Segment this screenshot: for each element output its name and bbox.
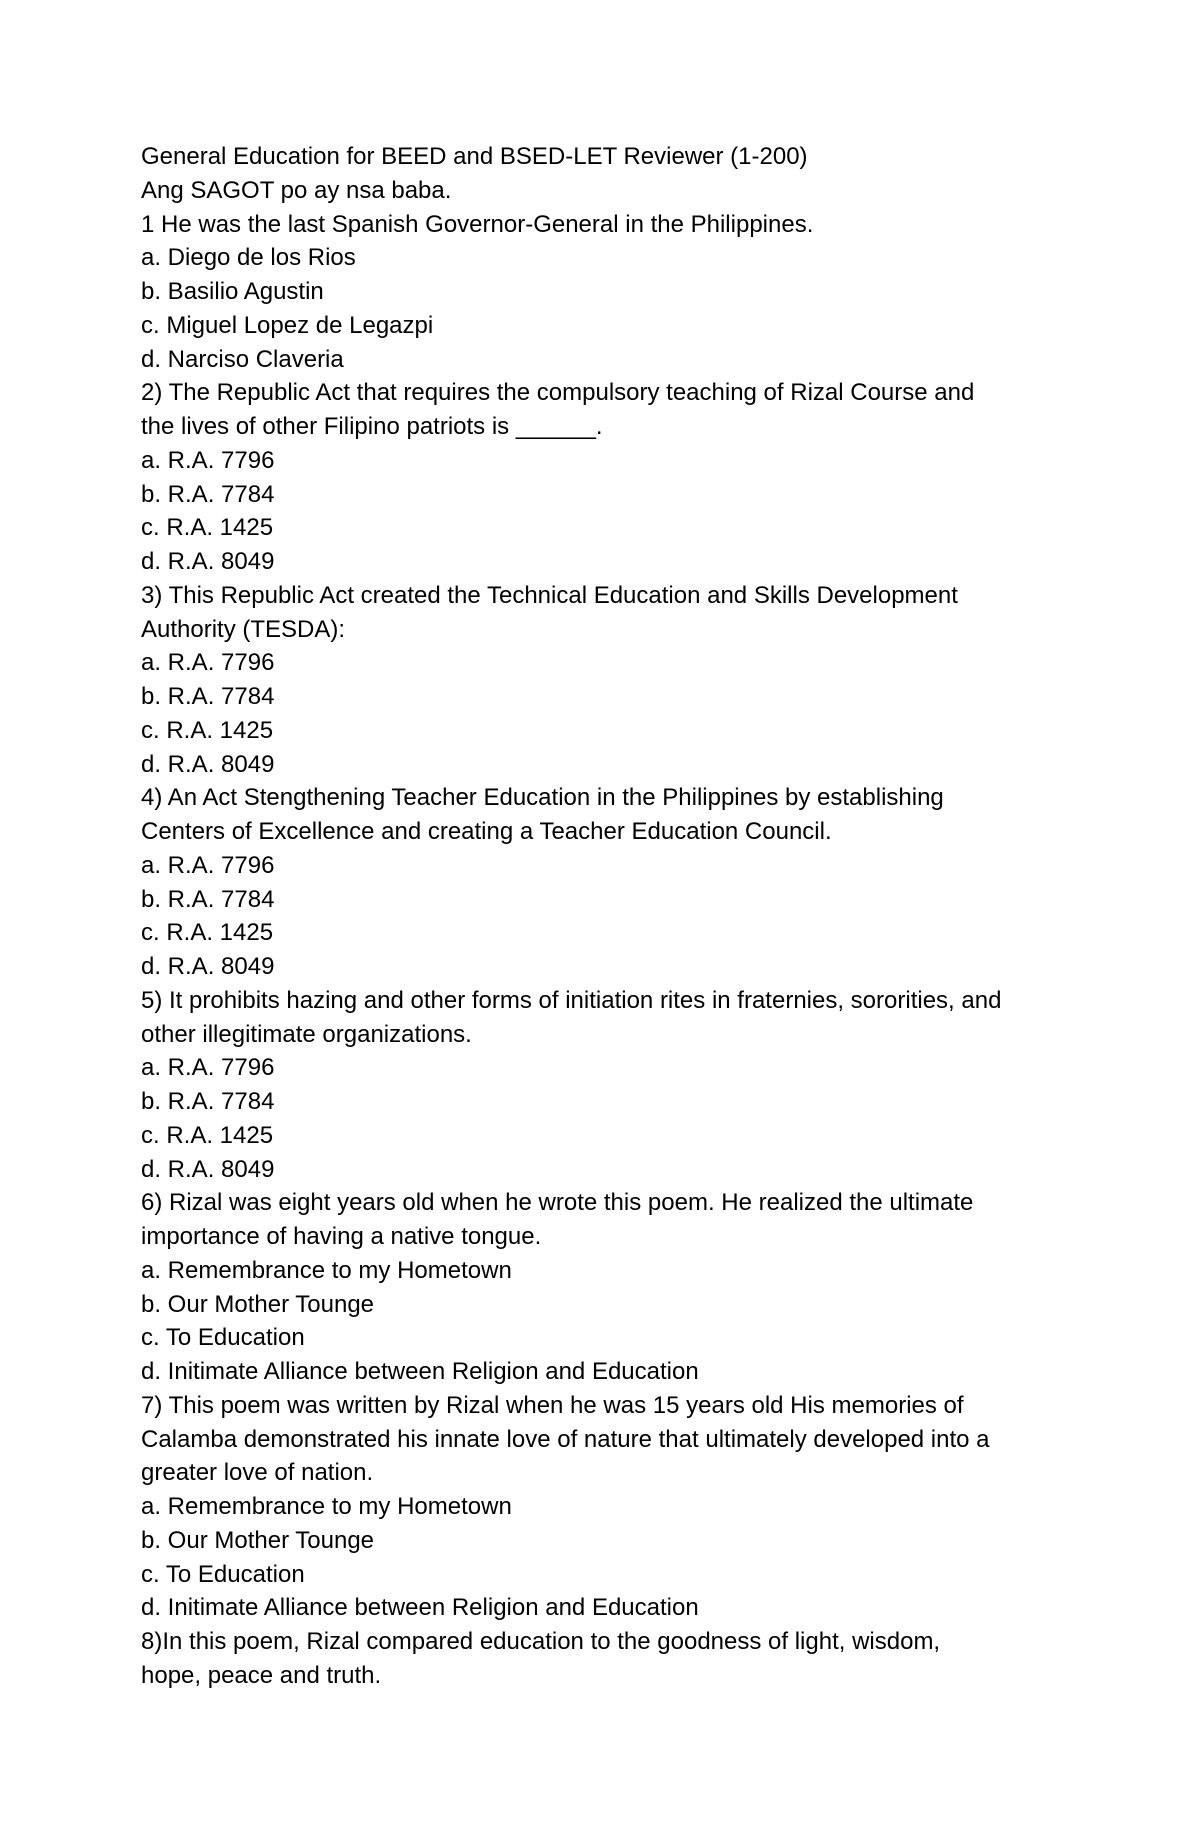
- question-2-line-2: the lives of other Filipino patriots is ______.: [141, 413, 603, 440]
- option-2a: a. R.A. 7796: [141, 446, 275, 474]
- question-7-line-1: 7) This poem was written by Rizal when he was 15 years old His memories of: [141, 1391, 964, 1419]
- document-title: General Education for BEED and BSED-LET Reviewer (1-200): [141, 143, 808, 170]
- question-6-line-1: 6) Rizal was eight years old when he wrote this poem. He realized the ultimate: [141, 1189, 974, 1217]
- option-6b: b. Our Mother Tounge: [141, 1290, 375, 1318]
- option-6a: a. Remembrance to my Hometown: [141, 1256, 512, 1284]
- option-5b: b. R.A. 7784: [141, 1088, 275, 1115]
- question-2-line-1: 2) The Republic Act that requires the compulsory teaching of Rizal Course and: [141, 379, 975, 407]
- option-7b: b. Our Mother Tounge: [141, 1526, 375, 1554]
- option-1a: a. Diego de los Rios: [141, 244, 356, 272]
- option-6c: c. To Education: [141, 1324, 305, 1352]
- option-7d: d. Initimate Alliance between Religion and Education: [141, 1594, 699, 1622]
- question-6-line-2: importance of having a native tongue.: [141, 1223, 542, 1250]
- question-3-line-1: 3) This Republic Act created the Technical Education and Skills Development: [141, 581, 958, 609]
- question-3-line-2: Authority (TESDA):: [141, 615, 346, 643]
- question-4-line-2: Centers of Excellence and creating a Teacher Education Council.: [141, 818, 832, 845]
- option-7c: c. To Education: [141, 1560, 305, 1588]
- document-subtitle: Ang SAGOT po ay nsa baba.: [141, 176, 452, 204]
- option-1b: b. Basilio Agustin: [141, 278, 324, 305]
- option-3b: b. R.A. 7784: [141, 683, 275, 710]
- question-8-line-2: hope, peace and truth.: [141, 1661, 382, 1689]
- question-7-line-2: Calamba demonstrated his innate love of nature that ultimately developed into a: [141, 1425, 990, 1453]
- option-2b: b. R.A. 7784: [141, 480, 275, 508]
- option-6d: d. Initimate Alliance between Religion and Education: [141, 1358, 699, 1385]
- option-5d: d. R.A. 8049: [141, 1155, 275, 1183]
- option-1c: c. Miguel Lopez de Legazpi: [141, 311, 434, 339]
- question-4-line-1: 4) An Act Stengthening Teacher Education in the Philippines by establishing: [141, 784, 944, 812]
- option-4c: c. R.A. 1425: [141, 919, 274, 947]
- option-3c: c. R.A. 1425: [141, 716, 274, 744]
- option-5c: c. R.A. 1425: [141, 1121, 274, 1149]
- question-5-line-1: 5) It prohibits hazing and other forms of initiation rites in fraternies, sororities, and: [141, 986, 1002, 1014]
- option-4b: b. R.A. 7784: [141, 885, 275, 913]
- question-5-line-2: other illegitimate organizations.: [141, 1020, 472, 1048]
- option-5a: a. R.A. 7796: [141, 1054, 275, 1082]
- question-7-line-3: greater love of nation.: [141, 1459, 374, 1487]
- option-3d: d. R.A. 8049: [141, 750, 275, 778]
- option-1d: d. Narciso Claveria: [141, 345, 344, 373]
- document-body: [141, 140, 1081, 1693]
- option-7a: a. Remembrance to my Hometown: [141, 1493, 512, 1520]
- option-4a: a. R.A. 7796: [141, 851, 275, 879]
- option-4d: d. R.A. 8049: [141, 953, 275, 980]
- option-3a: a. R.A. 7796: [141, 649, 275, 677]
- question-8-line-1: 8)In this poem, Rizal compared education to the goodness of light, wisdom,: [141, 1628, 941, 1655]
- question-1: 1 He was the last Spanish Governor-General in the Philippines.: [141, 210, 814, 238]
- option-2d: d. R.A. 8049: [141, 548, 275, 575]
- option-2c: c. R.A. 1425: [141, 514, 274, 542]
